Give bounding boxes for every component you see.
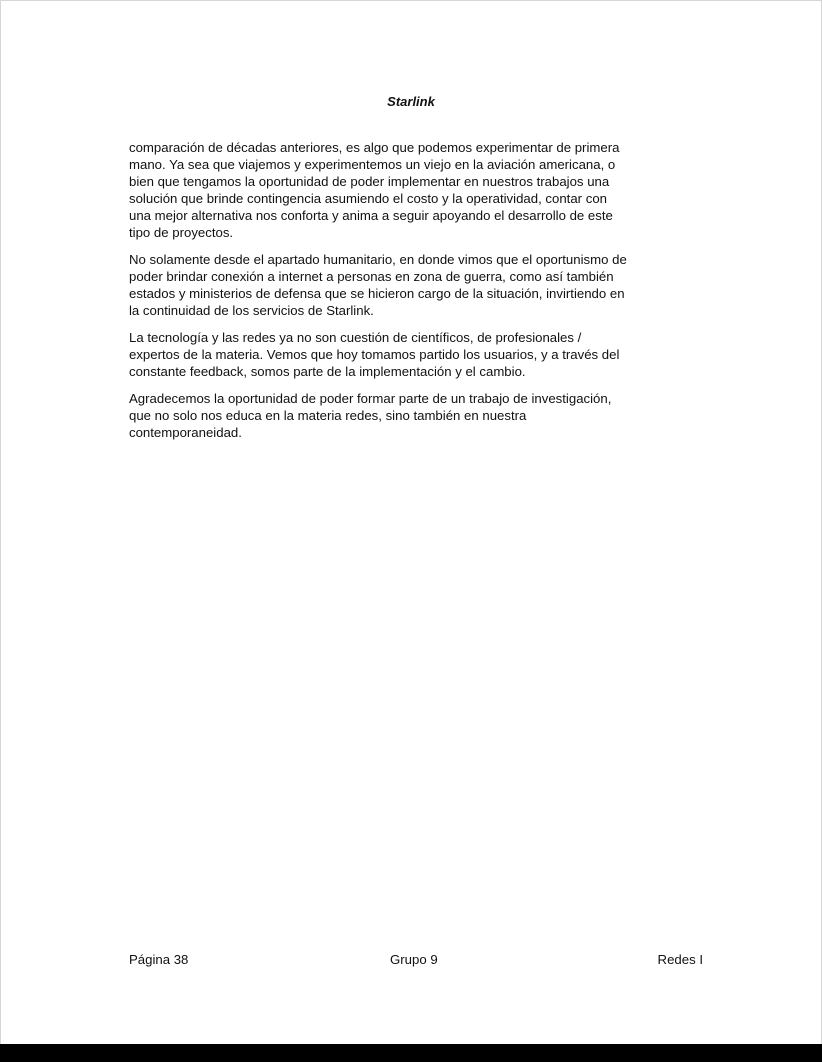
text-line: bien que tengamos la oportunidad de poder implementar en nuestros trabajos una [129,174,610,189]
text-line: tipo de proyectos. [129,225,234,240]
text-line: solución que brinde contingencia asumiendo el costo y la operatividad, contar con [129,191,607,206]
text-line: La tecnología y las redes ya no son cuestión de científicos, de profesionales / [129,330,582,345]
paragraph [129,329,709,380]
text-line: expertos de la materia. Vemos que hoy tomamos partido los usuarios, y a través del [129,347,620,362]
paragraph [129,139,709,241]
text-line: comparación de décadas anteriores, es algo que podemos experimentar de primera [129,140,620,155]
footer-course: Redes I [657,952,703,967]
footer-group: Grupo 9 [390,952,438,967]
document-body [129,139,709,451]
paragraph [129,251,709,319]
text-line: la continuidad de los servicios de Starlink. [129,303,374,318]
footer-page-number: Página 38 [129,952,189,967]
text-line: No solamente desde el apartado humanitario, en donde vimos que el oportunismo de [129,252,627,267]
text-line: mano. Ya sea que viajemos y experimentemos un viejo en la aviación americana, o [129,157,616,172]
text-line: una mejor alternativa nos conforta y anima a seguir apoyando el desarrollo de este [129,208,613,223]
text-line: contemporaneidad. [129,425,242,440]
page-header-title: Starlink [387,94,435,109]
paragraph [129,390,709,441]
text-line: que no solo nos educa en la materia redes, sino también en nuestra [129,408,527,423]
text-line: poder brindar conexión a internet a personas en zona de guerra, como así también [129,269,614,284]
text-line: estados y ministerios de defensa que se hicieron cargo de la situación, invirtiendo en [129,286,625,301]
text-line: constante feedback, somos parte de la implementación y el cambio. [129,364,526,379]
bottom-bar [0,1044,822,1062]
text-line: Agradecemos la oportunidad de poder formar parte de un trabajo de investigación, [129,391,612,406]
